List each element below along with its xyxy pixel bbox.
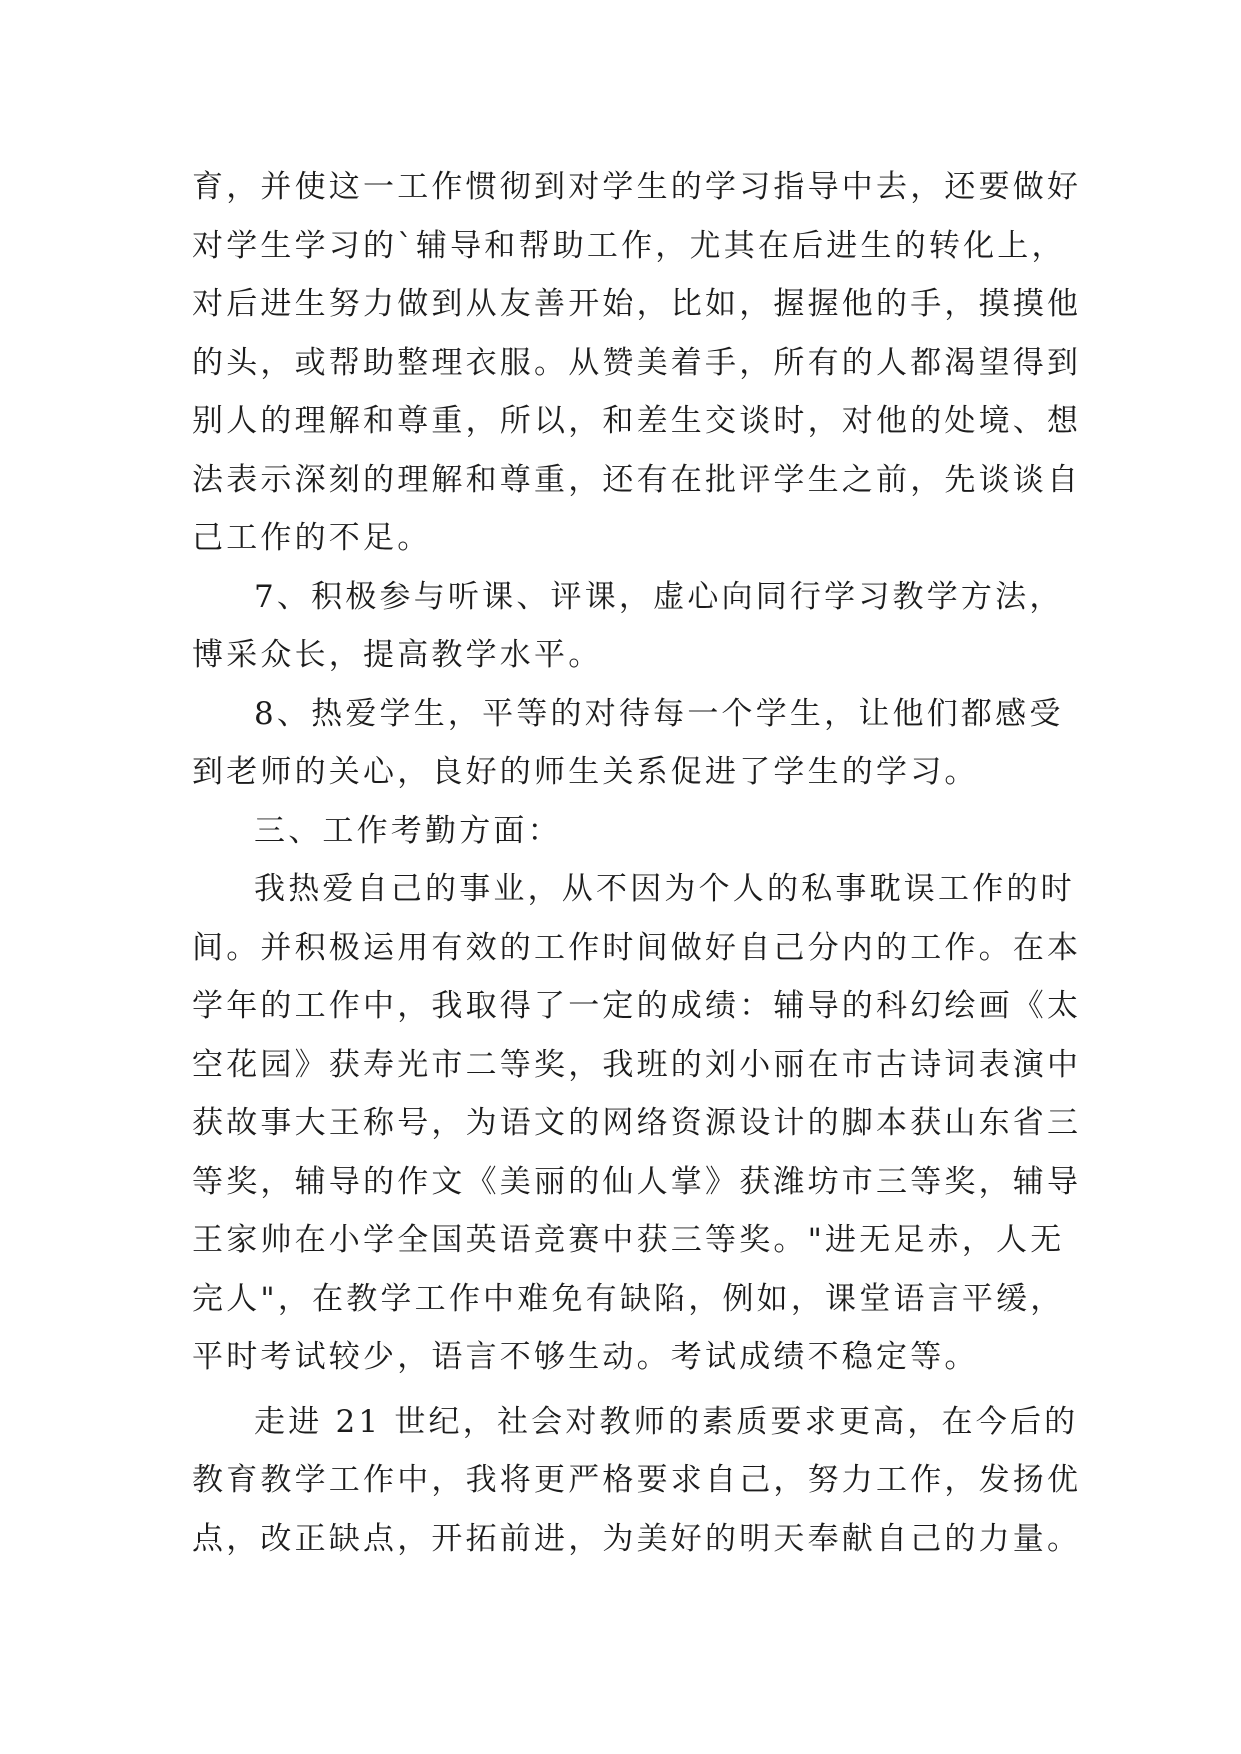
text-line: 8、热爱学生，平等的对待每一个学生，让他们都感受 bbox=[254, 695, 1064, 732]
text-line: 教育教学工作中，我将更严格要求自己，努力工作，发扬优 bbox=[192, 1462, 1082, 1498]
text-line: 到老师的关心，良好的师生关系促进了学生的学习。 bbox=[192, 754, 979, 790]
paragraph-item-8 bbox=[192, 685, 1072, 802]
text-line: 我热爱自己的事业，从不因为个人的私事耽误工作的时 bbox=[254, 871, 1075, 907]
text-line: 获故事大王称号，为语文的网络资源设计的脚本获山东省三 bbox=[192, 1105, 1082, 1141]
text-line: 育，并使这一工作惯彻到对学生的学习指导中去，还要做好 bbox=[192, 169, 1082, 205]
text-line: 学年的工作中，我取得了一定的成绩：辅导的科幻绘画《太 bbox=[192, 988, 1082, 1024]
text-line: 法表示深刻的理解和尊重，还有在批评学生之前，先谈谈自 bbox=[192, 461, 1082, 498]
text-line: 间。并积极运用有效的工作时间做好自己分内的工作。在本 bbox=[192, 929, 1082, 966]
paragraph-attendance bbox=[192, 860, 1082, 1387]
text-line: 走进 21 世纪，社会对教师的素质要求更高，在今后的 bbox=[254, 1403, 1079, 1440]
section-heading-attendance bbox=[192, 802, 1072, 861]
section-heading: 三、工作考勤方面： bbox=[254, 812, 562, 849]
text-line: 王家帅在小学全国英语竞赛中获三等奖。"进无足赤，人无 bbox=[192, 1222, 1065, 1258]
text-line: 平时考试较少，语言不够生动。考试成绩不稳定等。 bbox=[192, 1339, 979, 1375]
text-line: 完人"，在教学工作中难免有缺陷，例如，课堂语言平缓， bbox=[192, 1280, 1065, 1317]
document-body bbox=[192, 158, 1082, 1568]
text-line: 己工作的不足。 bbox=[192, 520, 432, 556]
text-line: 对后进生努力做到从友善开始，比如，握握他的手，摸摸他 bbox=[192, 286, 1082, 322]
paragraph-continued bbox=[192, 158, 1082, 568]
text-line: 的头，或帮助整理衣服。从赞美着手，所有的人都渴望得到 bbox=[192, 344, 1082, 381]
text-line: 空花园》获寿光市二等奖，我班的刘小丽在市古诗词表演中 bbox=[192, 1046, 1082, 1083]
text-line: 别人的理解和尊重，所以，和差生交谈时，对他的处境、想 bbox=[192, 403, 1082, 439]
paragraph-closing bbox=[192, 1393, 1082, 1569]
text-line: 7、积极参与听课、评课，虚心向同行学习教学方法， bbox=[254, 578, 1064, 615]
text-line: 博采众长，提高教学水平。 bbox=[192, 637, 603, 673]
paragraph-item-7 bbox=[192, 568, 1072, 685]
text-line: 等奖，辅导的作文《美丽的仙人掌》获潍坊市三等奖，辅导 bbox=[192, 1163, 1082, 1200]
text-line: 点，改正缺点，开拓前进，为美好的明天奉献自己的力量。 bbox=[192, 1520, 1082, 1557]
text-line: 对学生学习的`辅导和帮助工作，尤其在后进生的转化上， bbox=[192, 227, 1066, 264]
